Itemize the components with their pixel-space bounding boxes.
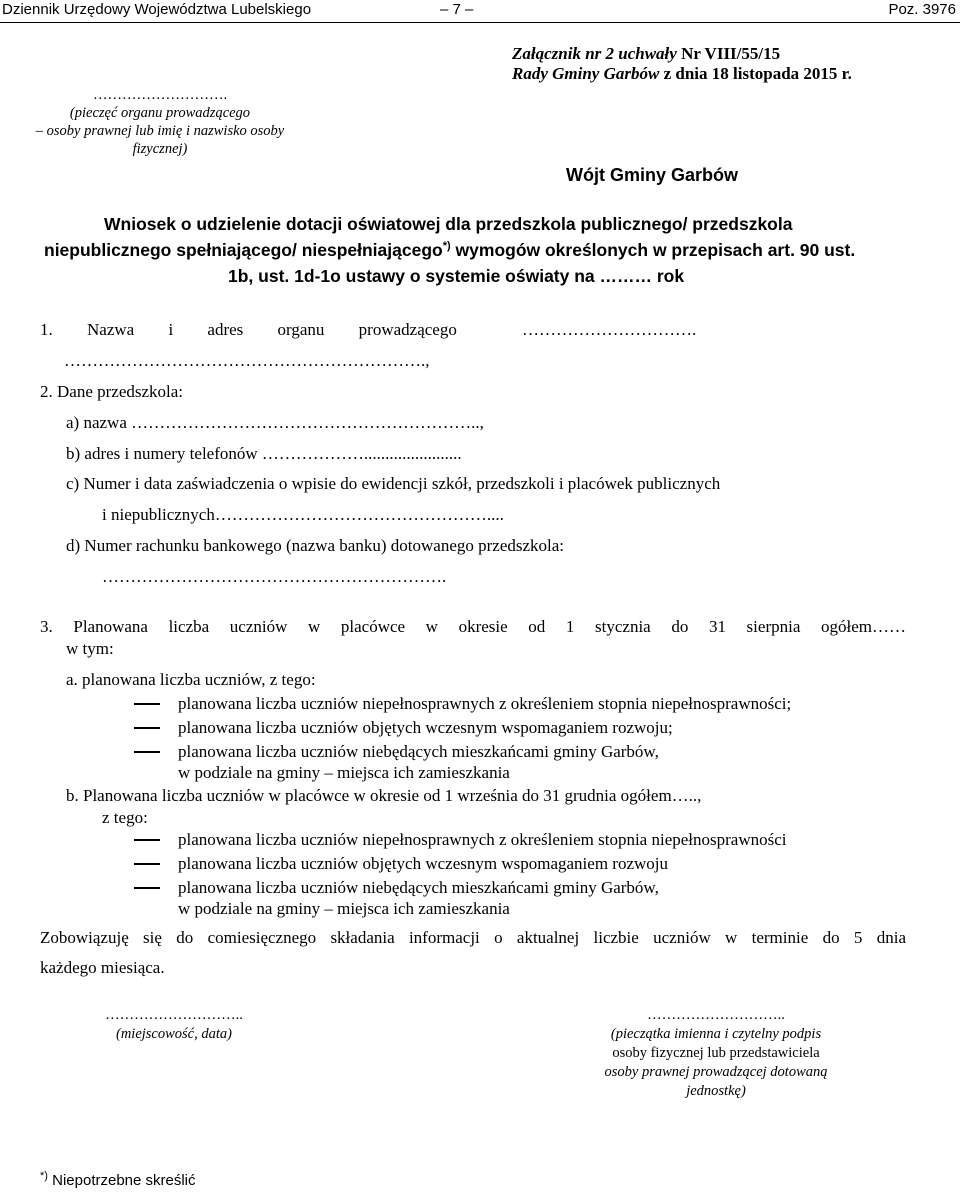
footnote-mark: *) (40, 1170, 48, 1182)
item-2d-line-1: d) Numer rachunku bankowego (nazwa banku) dotowanego przedszkola: (66, 536, 565, 555)
journal-title: Dziennik Urzędowy Województwa Lubelskiego (2, 1, 312, 18)
item-3-line-1: 3. Planowana liczba uczniów w placówce w okresie od 1 stycznia do 31 sierpnia ogółem…… (40, 617, 906, 636)
footnote-text: Niepotrzebne skreślić (47, 1172, 196, 1189)
item-3b-head-2: z tego: (102, 808, 148, 827)
item-2c-line-1: c) Numer i data zaświadczenia o wpisie do ewidencji szkół, przedszkoli i placówek publicznych (66, 474, 721, 493)
item-2-label: 2. Dane przedszkola: (40, 382, 184, 401)
item-2a: a) nazwa …………………………………………………….., (66, 413, 484, 432)
seal-line-1: (pieczęć organu prowadzącego (69, 105, 251, 121)
signature-right-line-1: (pieczątka imienna i czytelny podpis (610, 1026, 822, 1042)
signature-left-dots: ……………………….. (105, 1007, 243, 1023)
dash-bullet (134, 727, 160, 729)
position-number: Poz. 3976 (888, 1, 956, 18)
item-3b-head: b. Planowana liczba uczniów w placówce w okresie od 1 września do 31 grudnia ogółem….., (66, 786, 702, 805)
signature-left-label: (miejscowość, data) (116, 1026, 232, 1042)
addressee: Wójt Gminy Garbów (566, 165, 739, 185)
item-1-label: 1. Nazwa i adres organu prowadzącego (40, 320, 457, 339)
item-3a-list-1: planowana liczba uczniów niepełnosprawnych z określeniem stopnia niepełnosprawności; (134, 694, 791, 714)
title-line-1: Wniosek o udzielenie dotacji oświatowej dla przedszkola publicznego/ przedszkola (104, 214, 793, 234)
attachment-line-1: Załącznik nr 2 uchwały Nr VIII/55/15 (512, 44, 781, 63)
signature-right-dots: ……………………….. (647, 1007, 785, 1023)
item-1-dots: …………………………. (522, 320, 697, 339)
item-3a-head: a. planowana liczba uczniów, z tego: (66, 670, 316, 689)
item-3a-list-3b: w podziale na gminy – miejsca ich zamieszkania (178, 763, 510, 782)
item-3b-list-3b: w podziale na gminy – miejsca ich zamieszkania (178, 899, 510, 918)
dash-bullet (134, 887, 160, 889)
seal-line-2: – osoby prawnej lub imię i nazwisko osoby (35, 123, 285, 139)
footnote (40, 1170, 196, 1189)
item-3a-list-3: planowana liczba uczniów niebędących mieszkańcami gminy Garbów, (134, 742, 659, 762)
dash-bullet (134, 839, 160, 841)
seal-dots: ………………………. (92, 87, 228, 103)
dash-bullet (134, 703, 160, 705)
item-2b: b) adres i numery telefonów ………………....................... (66, 444, 462, 463)
seal-line-3: fizycznej) (132, 141, 188, 157)
signature-right-line-4: jednostkę) (686, 1083, 746, 1099)
item-3a-list-2: planowana liczba uczniów objętych wczesnym wspomaganiem rozwoju; (134, 718, 673, 738)
commitment-line-1: Zobowiązuję się do comiesięcznego składania informacji o aktualnej liczbie uczniów w terminie do 5 dnia (40, 928, 906, 947)
dash-bullet (134, 863, 160, 865)
item-3-line-2: w tym: (66, 639, 114, 658)
page-number: – 7 – (440, 1, 474, 18)
item-2d-line-2: ……………………………………………………. (102, 567, 447, 586)
item-1-dots-2: ………………………………………………………., (64, 351, 430, 370)
title-line-2: niepublicznego spełniającego/ niespełniającego*) wymogów określonych w przepisach art. 90 ust. (44, 240, 856, 260)
item-3b-list-2: planowana liczba uczniów objętych wczesnym wspomaganiem rozwoju (134, 854, 668, 874)
seal-block (30, 86, 290, 158)
item-2c-line-2: i niepublicznych………………………………………….... (102, 505, 504, 524)
signature-right-line-3: osoby prawnej prowadzącej dotowaną (604, 1064, 828, 1080)
item-3b-list-3: planowana liczba uczniów niebędących mieszkańcami gminy Garbów, (134, 878, 659, 898)
dash-bullet (134, 751, 160, 753)
signature-right-line-2: osoby fizycznej lub przedstawiciela (612, 1045, 820, 1061)
signature-left (64, 1006, 284, 1044)
signature-right (586, 1006, 846, 1101)
title-line-3: 1b, ust. 1d-1o ustawy o systemie oświaty na ……… rok (228, 266, 685, 286)
commitment-line-2: każdego miesiąca. (40, 958, 165, 977)
attachment-line-2: Rady Gminy Garbów z dnia 18 listopada 2015 r. (512, 64, 852, 83)
journal-header (0, 0, 960, 23)
item-3b-list-1: planowana liczba uczniów niepełnosprawnych z określeniem stopnia niepełnosprawności (134, 830, 787, 850)
